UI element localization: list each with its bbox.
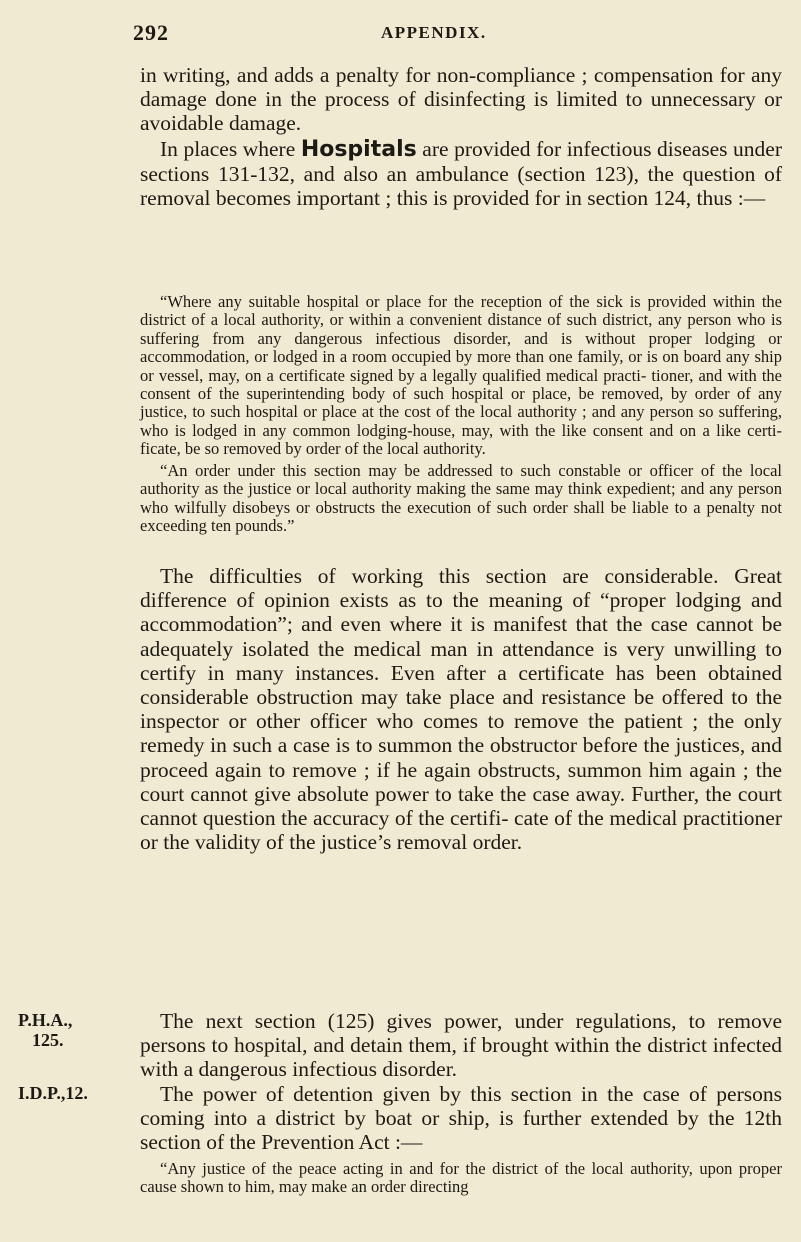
margin-note-idp: I.D.P.,12. bbox=[18, 1083, 88, 1103]
quotation-order bbox=[140, 462, 782, 536]
paragraph-detention bbox=[140, 1082, 782, 1155]
quotation-text: “Where any suitable hospital or place for the reception of the sick is provided within the district of a local authority, or within a convenient distance of such district, any person who is suffering from any dangerous infectious disorder, and is without proper lodging or accommodation, or lodged in a room occupied by more than one family, or is on board any ship or vessel, may, on a certificate signed by a legally qualified medical practi- tioner, and with the consent of the superintending body of such hospital or place, be removed, by order of any justice, to such hospital or place at the cost of the local authority ; and any person so suffering, who is lodged in any common lodging-house, may, with the like consent and on a like certi- ficate, be so removed by order of the local authority. bbox=[140, 292, 782, 459]
quotation-text: “An order under this section may be addressed to such constable or officer of the local authority as the justice or local authority making the same may think expedient; and any person who wilfully disobeys or obstructs the execution of such order shall be liable to a penalty not exceeding ten pounds.” bbox=[140, 461, 782, 536]
paragraph-text-start: In places where bbox=[160, 137, 301, 161]
paragraph-text: The power of detention given by this section in the case of persons coming into a district by boat or ship, is further extended by the 12th section of the Prevention Act :— bbox=[140, 1082, 782, 1155]
quotation-justice bbox=[140, 1160, 782, 1197]
quotation-text: “Any justice of the peace acting in and for the district of the local authority, upon proper cause shown to him, may make an order directing bbox=[140, 1159, 782, 1197]
running-head: APPENDIX. bbox=[381, 23, 487, 42]
paragraph-compensation bbox=[140, 63, 782, 135]
paragraph-section-125 bbox=[140, 1009, 782, 1082]
paragraph-text: The difficulties of working this section are considerable. Great difference of opinion exists as to the meaning of “proper lodging and accommodation”; and even where it is manifest that the case cannot be adequately isolated the medical man in attendance is very unwilling to certify in many instances. Even after a certificate has been obtained considerable obstruction may take place and resistance be offered to the inspector or other officer who comes to remove the patient ; the only remedy in such a case is to summon the obstructor before the justices, and proceed again to remove ; if he again obstructs, summon him again ; the court cannot give absolute power to take the case away. Further, the court cannot question the accuracy of the certifi- cate of the medical practitioner or the validity of the justice’s removal order. bbox=[140, 564, 782, 855]
paragraph-text: in writing, and adds a penalty for non-compliance ; compensation for any damage done in the process of disinfecting is limited to unnecessary or avoidable damage. bbox=[140, 63, 782, 135]
paragraph-text: The next section (125) gives power, under regulations, to remove persons to hospital, and detain them, if brought within the district infected with a dangerous infectious disorder. bbox=[140, 1009, 782, 1082]
margin-note-section: 125. bbox=[32, 1030, 64, 1050]
page-number: 292 bbox=[133, 20, 169, 45]
paragraph-hospitals bbox=[140, 137, 782, 210]
paragraph-text-end: are provided for infectious diseases under sections 131-132, and also an ambulance (section 123), the question of removal becomes important ; this is provided for in section 124, thus :— bbox=[140, 137, 782, 210]
quotation-section-124 bbox=[140, 293, 782, 459]
hospitals-emphasis: Hospitals bbox=[300, 137, 417, 162]
margin-note-pha: P.H.A., bbox=[18, 1010, 73, 1030]
paragraph-difficulties bbox=[140, 564, 782, 854]
page-header bbox=[0, 20, 801, 50]
paragraph-text bbox=[140, 137, 782, 210]
